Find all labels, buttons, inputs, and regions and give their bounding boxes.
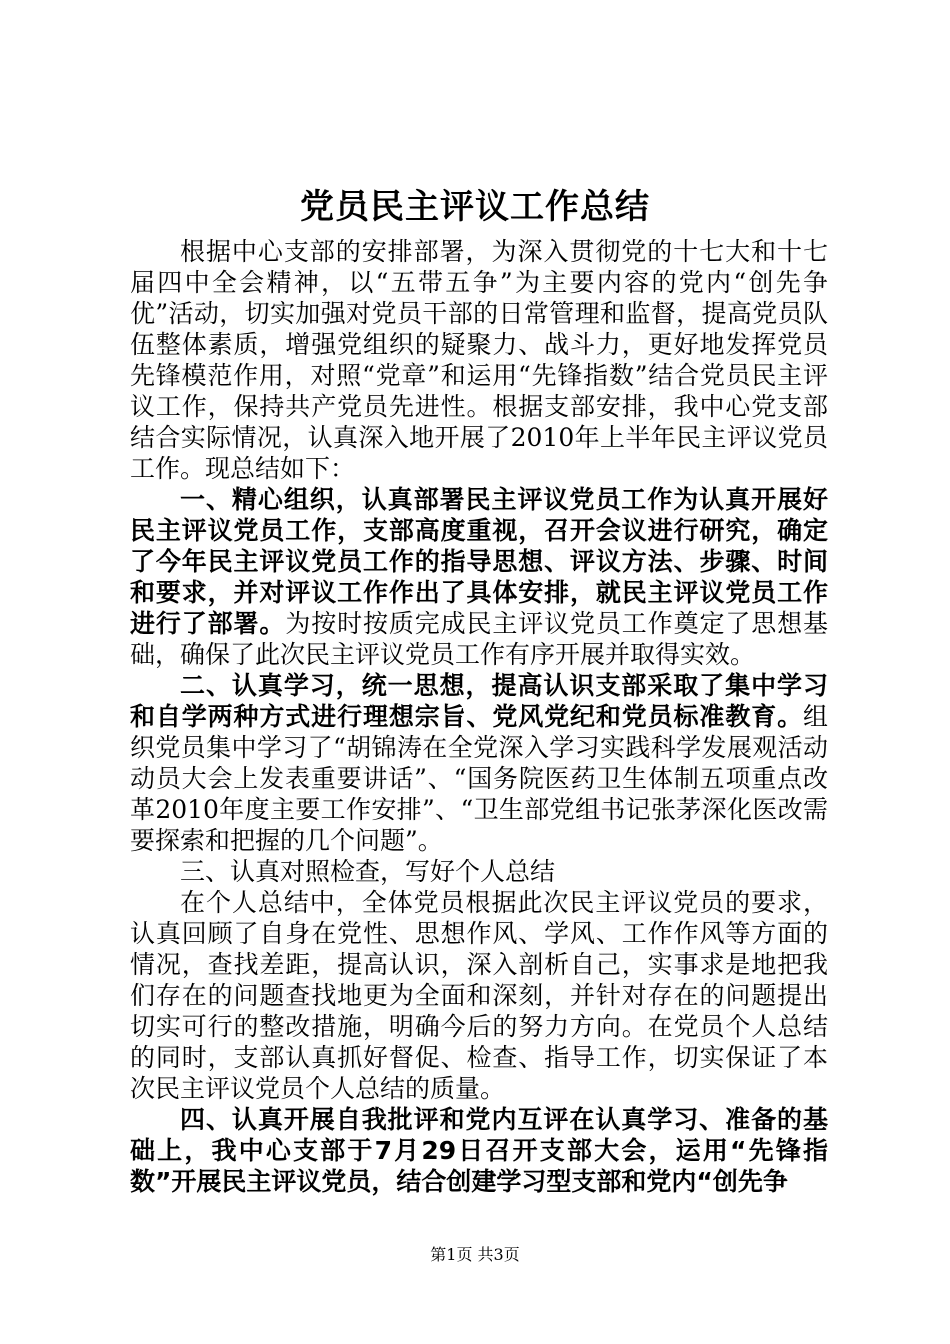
paragraph-intro: [130, 236, 828, 484]
paragraph-section-3-heading: [130, 856, 828, 887]
paragraph-section-3-body: [130, 887, 828, 1104]
paragraph-section-1: [130, 484, 828, 670]
paragraph-text: 组织党员集中学习了“胡锦涛在全党深入学习实践科学发展观活动动员大会上发表重要讲话”、“国务院医药卫生体制五项重点改革2010年度主要工作安排”、“卫生部党组书记张茅深化医改需要探索和把握的几个问题”。: [130, 702, 828, 855]
section-heading: 三、认真对照检查，写好个人总结: [180, 857, 556, 886]
section-heading: 四、认真开展自我批评和党内互评在认真学习、准备的基础上，我中心支部于7月29日召开支部大会，运用“先锋指数”开展民主评议党员，结合创建学习型支部和党内“创先争: [130, 1105, 828, 1196]
paragraph-text: 在个人总结中，全体党员根据此次民主评议党员的要求，认真回顾了自身在党性、思想作风、学风、工作作风等方面的情况，查找差距，提高认识，深入剖析自己，实事求是地把我们存在的问题查找地更为全面和深刻，并针对存在的问题提出切实可行的整改措施，明确今后的努力方向。在党员个人总结的同时，支部认真抓好督促、检查、指导工作，切实保证了本次民主评议党员个人总结的质量。: [130, 888, 828, 1103]
page-title: 党员民主评议工作总结: [300, 187, 650, 227]
page-footer: 第1页 共3页: [430, 1245, 520, 1264]
section-heading: 一、精心组织，认真部署民主评议党员工作为认真开展好民主评议党员工作，支部高度重视，召开会议进行研究，确定了今年民主评议党员工作的指导思想、评议方法、步骤、时间和要求，并对评议工作作出了具体安排，就民主评议党员工作进行了部署。: [130, 485, 828, 638]
paragraph-text: 为按时按质完成民主评议党员工作奠定了思想基础，确保了此次民主评议党员工作有序开展并取得实效。: [130, 609, 828, 669]
document-body: [130, 236, 828, 1197]
paragraph-section-2: [130, 670, 828, 856]
section-heading: 二、认真学习，统一思想，提高认识支部采取了集中学习和自学两种方式进行理想宗旨、党风党纪和党员标准教育。: [130, 671, 828, 731]
paragraph-section-4: [130, 1104, 828, 1197]
paragraph-text: 根据中心支部的安排部署，为深入贯彻党的十七大和十七届四中全会精神，以“五带五争”为主要内容的党内“创先争优”活动，切实加强对党员干部的日常管理和监督，提高党员队伍整体素质，增强党组织的疑聚力、战斗力，更好地发挥党员先锋模范作用，对照“党章”和运用“先锋指数”结合党员民主评议工作，保持共产党员先进性。根据支部安排，我中心党支部结合实际情况，认真深入地开展了2010年上半年民主评议党员工作。现总结如下：: [130, 237, 828, 483]
